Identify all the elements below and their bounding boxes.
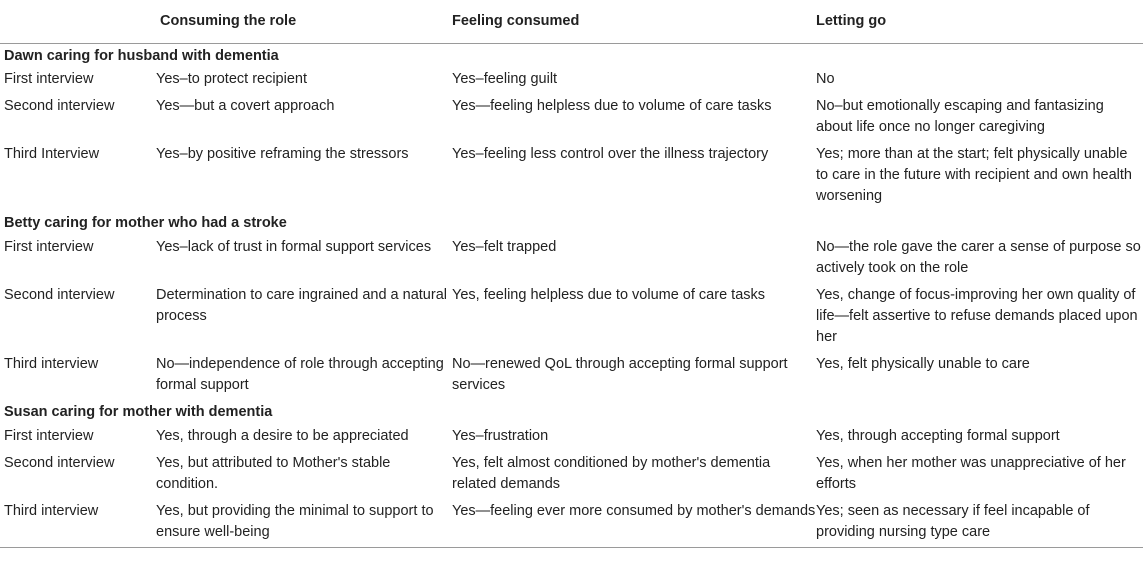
group-row xyxy=(0,211,1143,235)
interview-label: Second interview xyxy=(4,98,115,114)
table-row xyxy=(0,94,1143,142)
consuming-cell: Yes, through a desire to be appreciated xyxy=(156,428,409,444)
letting-go-cell: No—the role gave the carer a sense of purpose so actively took on the role xyxy=(816,239,1141,276)
group-title: Dawn caring for husband with dementia xyxy=(4,47,279,64)
header-letting-go: Letting go xyxy=(816,13,887,29)
consuming-cell: Yes, but attributed to Mother's stable condition. xyxy=(156,455,391,492)
letting-go-cell: Yes, when her mother was unappreciative of her efforts xyxy=(816,455,1126,492)
consuming-cell: Yes–lack of trust in formal support services xyxy=(156,239,432,255)
interview-label: First interview xyxy=(4,428,94,444)
group-row xyxy=(0,400,1143,424)
feeling-cell: Yes–feeling less control over the illness trajectory xyxy=(452,146,769,162)
feeling-cell: Yes–feeling guilt xyxy=(452,71,558,87)
feeling-cell: Yes, felt almost conditioned by mother's dementia related demands xyxy=(452,455,771,492)
table-row xyxy=(0,424,1143,451)
table-row xyxy=(0,67,1143,94)
letting-go-cell: Yes; seen as necessary if feel incapable of providing nursing type care xyxy=(816,499,1143,548)
table-row xyxy=(0,283,1143,352)
consuming-cell: Yes, but providing the minimal to support to ensure well-being xyxy=(156,499,452,548)
feeling-cell: Yes–frustration xyxy=(452,428,549,444)
table-row xyxy=(0,142,1143,211)
consuming-cell: Yes–to protect recipient xyxy=(156,71,308,87)
feeling-cell: Yes, feeling helpless due to volume of care tasks xyxy=(452,287,766,303)
feeling-cell: Yes—feeling ever more consumed by mother's demands xyxy=(452,499,816,548)
consuming-cell: Yes–by positive reframing the stressors xyxy=(156,146,409,162)
interview-label: First interview xyxy=(4,71,94,87)
letting-go-cell: No xyxy=(816,71,835,87)
group-row xyxy=(0,43,1143,67)
table-row xyxy=(0,499,1143,548)
letting-go-cell: Yes, change of focus-improving her own quality of life—felt assertive to refuse demands placed upon her xyxy=(816,287,1138,345)
feeling-cell: No—renewed QoL through accepting formal support services xyxy=(452,356,788,393)
letting-go-cell: Yes, felt physically unable to care xyxy=(816,356,1030,372)
letting-go-cell: Yes; more than at the start; felt physically unable to care in the future with recipient and own health worsening xyxy=(816,146,1132,204)
interview-label: Second interview xyxy=(4,455,115,471)
group-title: Betty caring for mother who had a stroke xyxy=(4,215,287,231)
interview-label: Third interview xyxy=(0,499,156,548)
interview-label: Third interview xyxy=(4,356,99,372)
header-blank xyxy=(0,0,156,43)
interview-label: First interview xyxy=(4,239,94,255)
interview-label: Third Interview xyxy=(4,146,100,162)
group-title: Susan caring for mother with dementia xyxy=(4,404,273,420)
interview-label: Second interview xyxy=(4,287,115,303)
header-feeling-consumed: Feeling consumed xyxy=(452,13,580,29)
consuming-cell: No—independence of role through accepting formal support xyxy=(156,356,444,393)
letting-go-cell: Yes, through accepting formal support xyxy=(816,428,1060,444)
consuming-cell: Determination to care ingrained and a natural process xyxy=(156,287,447,324)
table-row xyxy=(0,235,1143,283)
table-row xyxy=(0,352,1143,400)
header-consuming-the-role: Consuming the role xyxy=(160,13,297,29)
letting-go-cell: No–but emotionally escaping and fantasizing about life once no longer caregiving xyxy=(816,98,1104,135)
feeling-cell: Yes–felt trapped xyxy=(452,239,557,255)
table-row xyxy=(0,451,1143,499)
header-row xyxy=(0,0,1143,43)
consuming-cell: Yes—but a covert approach xyxy=(156,98,335,114)
feeling-cell: Yes—feeling helpless due to volume of care tasks xyxy=(452,98,772,114)
